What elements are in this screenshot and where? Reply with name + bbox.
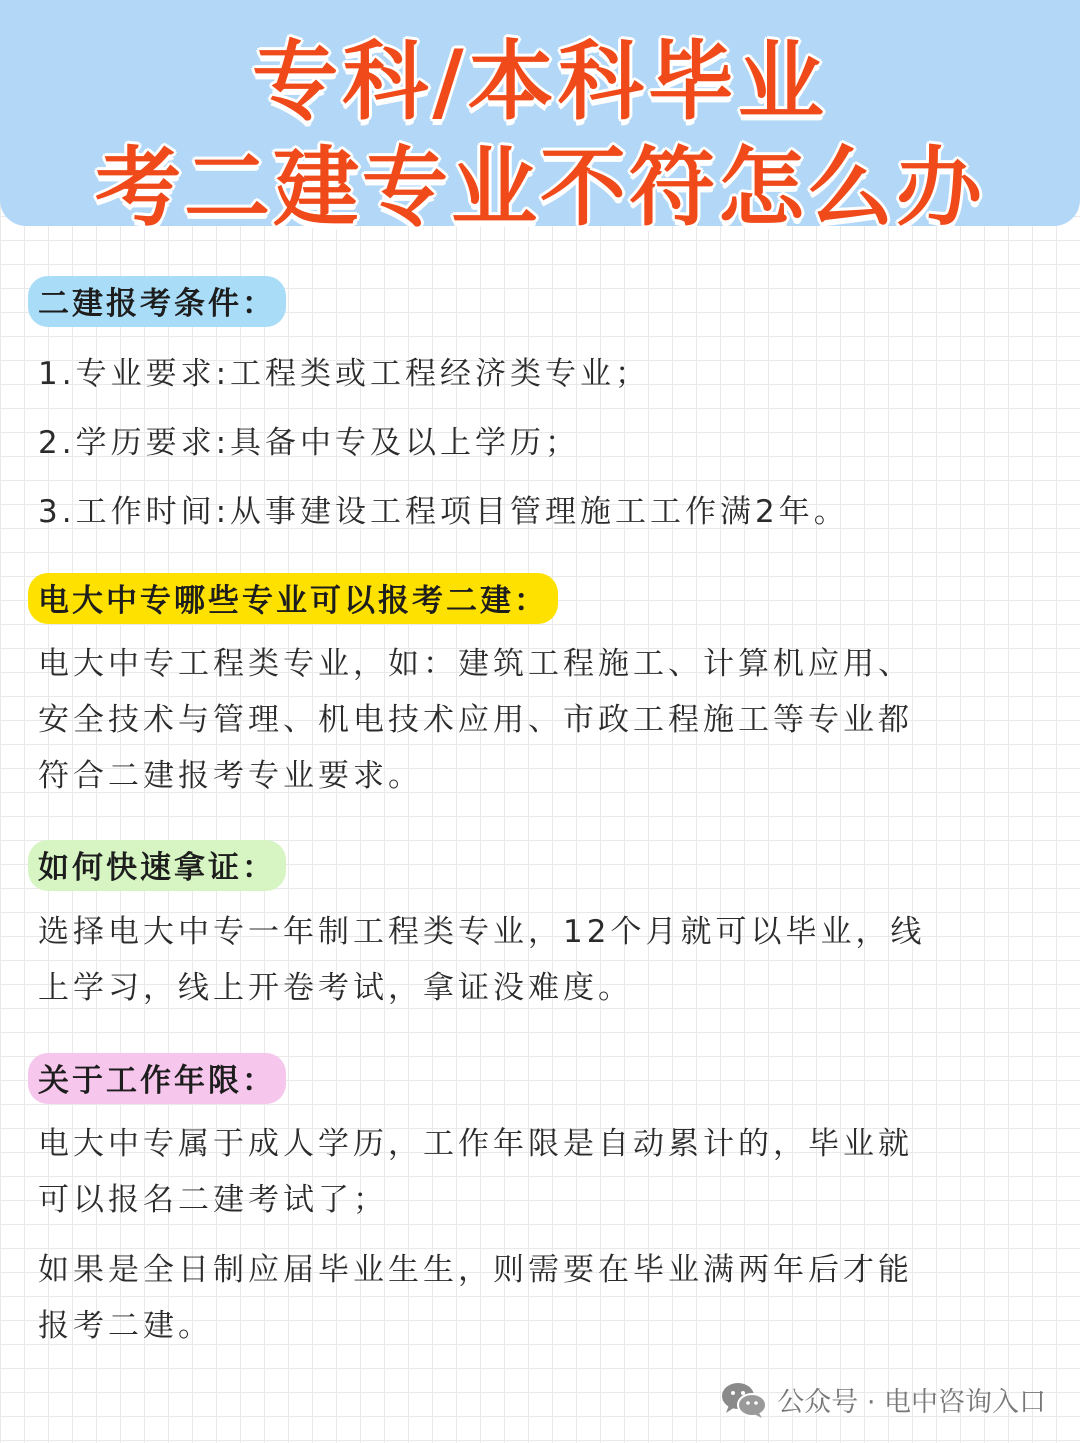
section-heading-eligible-majors: 电大中专哪些专业可以报考二建： [28,573,558,624]
paragraph-line: 符合二建报考专业要求。 [38,758,423,794]
footer-watermark [721,1380,1046,1419]
wechat-icon [721,1381,767,1419]
section-heading-exam-conditions: 二建报考条件： [28,276,286,327]
page-title-line-1: 专科/本科毕业 [252,32,828,132]
paragraph-line: 安全技术与管理、机电技术应用、市政工程施工等专业都 [38,702,913,738]
paragraph-line: 报考二建。 [38,1308,213,1344]
work-years-paragraph-1 [38,1116,1038,1228]
list-item: 3.工作时间:从事建设工程项目管理施工工作满2年。 [38,494,849,530]
paragraph-line: 如果是全日制应届毕业生生，则需要在毕业满两年后才能 [38,1252,913,1288]
title-banner [0,0,1080,238]
section-heading-work-years: 关于工作年限： [28,1053,286,1104]
paragraph-line: 上学习，线上开卷考试，拿证没难度。 [38,970,633,1006]
list-item: 1.专业要求:工程类或工程经济类专业； [38,356,651,392]
page-title-line-2: 考二建专业不符怎么办 [95,138,985,238]
footer-text: 公众号 · 电中咨询入口 [777,1387,1046,1418]
eligible-majors-paragraph [38,636,1038,804]
paragraph-line: 可以报名二建考试了； [38,1182,388,1218]
exam-conditions-list [38,340,1038,547]
paragraph-line: 电大中专属于成人学历，工作年限是自动累计的，毕业就 [38,1126,913,1162]
paragraph-line: 电大中专工程类专业，如：建筑工程施工、计算机应用、 [38,646,913,682]
section-heading-fast-certificate: 如何快速拿证： [28,840,286,891]
fast-certificate-paragraph [38,904,1038,1016]
paragraph-line: 选择电大中专一年制工程类专业，12个月就可以毕业，线 [38,914,926,950]
list-item: 2.学历要求:具备中专及以上学历； [38,425,581,461]
work-years-paragraph-2 [38,1242,1038,1354]
